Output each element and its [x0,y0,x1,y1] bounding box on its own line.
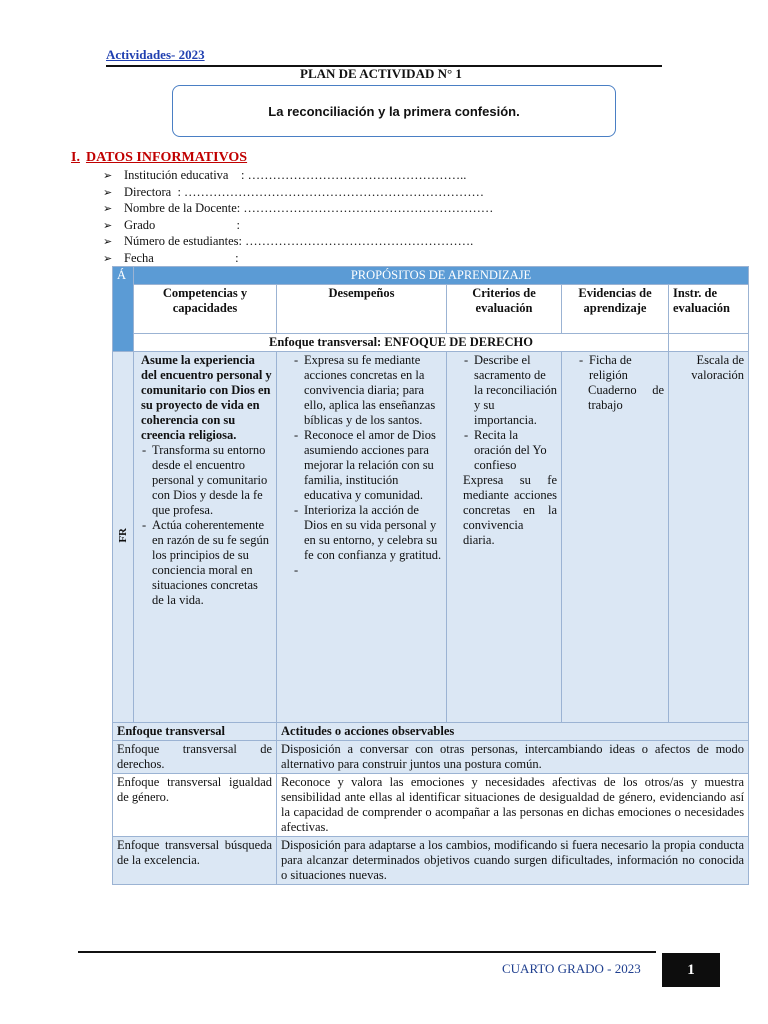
desempenos-list [293,353,442,578]
competency-row [113,352,749,723]
info-item-fecha [103,251,493,268]
evidencia-extra: Cuaderno de trabajo [588,383,664,412]
competency-cell [134,352,277,723]
arrow-bullet-icon: ➢ [103,252,113,265]
desempeno-item: - Expresa su fe mediante acciones concretas en la convivencia diaria; para ello, aplica las enseñanzas bíblicas y de los santos. [304,353,442,428]
corner-label: Á [117,268,127,282]
criterios-cell [447,352,562,723]
transversal-row [113,741,749,774]
page-number: 1 [687,961,695,978]
transversal-description: Disposición a conversar con otras personas, intercambiando ideas o afectos de modo alternativo para construir juntos una postura común. [277,741,749,774]
criterio-item: - Describe el sacramento de la reconciliación y su importancia. [474,353,557,428]
info-item-estudiantes [103,234,493,251]
evidencias-list [578,353,664,383]
arrow-bullet-icon: ➢ [103,186,113,199]
arrow-bullet-icon: ➢ [103,236,113,248]
transversal-row [113,774,749,837]
page-number-box [662,953,720,987]
criterio-extra: Expresa su fe mediante acciones concretas en la convivencia diaria. [463,473,557,547]
theme-title: La reconciliación y la primera confesión. [268,103,520,119]
columns-header-row [113,285,749,334]
info-item-text: Fecha : [124,250,239,265]
theme-title-box [172,85,616,137]
col-header-desempenos: Desempeños [277,285,447,334]
capacities-list [141,443,272,608]
transversal-name: Enfoque transversal de derechos. [113,741,277,774]
transversal-header-left: Enfoque transversal [113,723,277,741]
competency-title: Asume la experiencia del encuentro personal y comunitario con Dios en su proyecto de vida en coherencia con su creencia religiosa. [141,353,272,442]
section-number: I. [71,150,80,165]
instrumento-text: Escala de valoración [691,353,745,382]
desempeno-item: - Reconoce el amor de Dios asumiendo acciones para mejorar la relación con su familia, institución educativa y comunidad. [304,428,442,503]
transversal-description: Disposición para adaptarse a los cambios, modificando si fuera necesario la propia conducta para alcanzar determinados objetivos cuando surgen dificultades, información no conocida o situaciones nuevas. [277,837,749,885]
col-header-competencias: Competencias y capacidades [134,285,277,334]
transversal-header-right: Actitudes o acciones observables [277,723,749,741]
arrow-bullet-icon: ➢ [103,203,113,215]
instrumento-cell [669,352,749,723]
info-item-grado [103,218,493,235]
enfoque-row [113,334,749,352]
side-label-cell [113,352,134,723]
arrow-bullet-icon: ➢ [103,219,113,232]
section-title [71,150,247,166]
col-header-instrumento: Instr. de evaluación [669,285,749,334]
desempeno-item [304,563,442,578]
footer-rule [78,951,656,953]
arrow-bullet-icon: ➢ [103,170,113,182]
col-header-evidencias: Evidencias de aprendizaje [562,285,669,334]
enfoque-empty-cell [669,334,749,352]
criterio-item: - Recita la oración del Yo confieso [474,428,557,473]
info-item-docente [103,201,493,218]
desempenos-cell [277,352,447,723]
evidencia-item: - Ficha de religión [589,353,664,383]
transversal-name: Enfoque transversal igualdad de género. [113,774,277,837]
activities-link[interactable]: Actividades- 2023 [106,47,205,62]
capacity-item: - Transforma su entorno desde el encuentro personal y comunitario con Dios y desde la fe que profesa. [152,443,272,518]
corner-cell [113,267,134,352]
info-item-institucion [103,168,493,185]
footer-grade-label: CUARTO GRADO - 2023 [502,961,641,976]
plan-title: PLAN DE ACTIVIDAD N° 1 [300,66,462,81]
criterios-list [463,353,557,473]
info-item-directora [103,185,493,202]
desempeno-item: - Interioriza la acción de Dios en su vida personal y en su entorno, y celebra su fe con confianza y gratitud. [304,503,442,563]
info-item-text: Grado : [124,217,240,232]
transversal-header-row [113,723,749,741]
capacity-item: - Actúa coherentemente en razón de su fe según los principios de su conciencia moral en situaciones concretas de la vida. [152,518,272,608]
info-item-text: Directora : ……………………………………………………………… [124,184,485,199]
evidencias-cell [562,352,669,723]
section-title-text: DATOS INFORMATIVOS [85,150,248,165]
purposes-header-row [113,267,749,285]
info-item-text: Nombre de la Docente: …………………………………………………… [124,201,494,215]
info-item-text: Institución educativa : …………………………………………….. [124,168,467,182]
info-list [103,168,493,267]
transversal-row [113,837,749,885]
transversal-description: Reconoce y valora las emociones y necesidades afectivas de los otros/as y muestra sensibilidad ante ellas al identificar situaciones de desigualdad de género, evidenciando así la capacidad de comprender o acompañar a las personas en dichas emociones o necesidades afectivas. [277,774,749,837]
col-header-criterios: Criterios de evaluación [447,285,562,334]
enfoque-label: Enfoque transversal: ENFOQUE DE DERECHO [134,334,669,352]
purposes-table [112,266,749,885]
transversal-name: Enfoque transversal búsqueda de la excelencia. [113,837,277,885]
info-item-text: Número de estudiantes: ………………………………………………. [124,234,474,248]
side-label: FR [116,527,129,543]
purposes-header: PROPÓSITOS DE APRENDIZAJE [134,267,749,285]
